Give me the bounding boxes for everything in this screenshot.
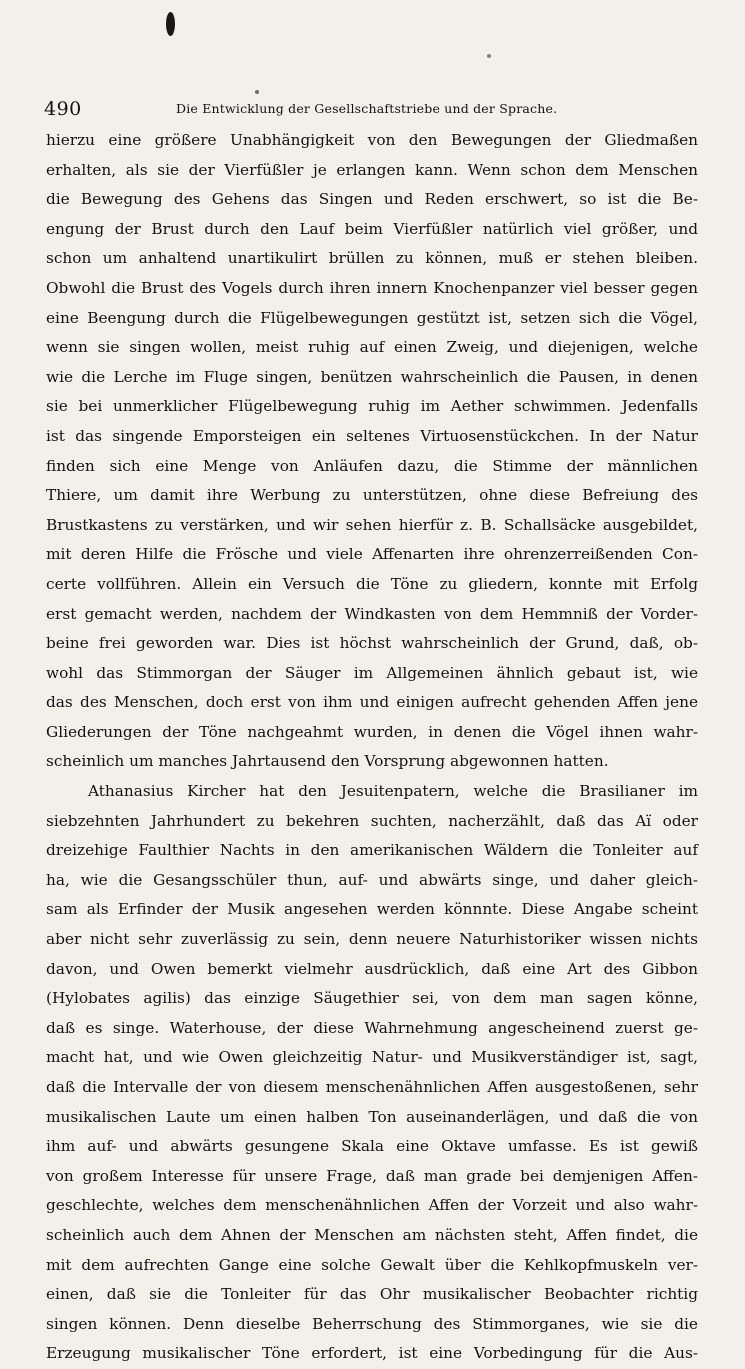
page-number: 490	[44, 98, 82, 120]
text-line: beine frei geworden war. Dies ist höchst wahrscheinlich der Grund, daß, ob-	[46, 634, 698, 653]
text-line: engung der Brust durch den Lauf beim Vierfüßler natürlich viel größer, und	[46, 219, 698, 238]
text-line: das des Menschen, doch erst von ihm und einigen aufrecht gehenden Affen jene	[46, 693, 698, 712]
text-line: erst gemacht werden, nachdem der Windkasten von dem Hemmniß der Vorder-	[46, 604, 698, 623]
text-line: wenn sie singen wollen, meist ruhig auf einen Zweig, und diejenigen, welche	[46, 338, 698, 357]
text-line: eine Beengung durch die Flügelbewegungen gestützt ist, setzen sich die Vögel,	[46, 308, 698, 327]
text-line: daß die Intervalle der von diesem menschenähnlichen Affen ausgestoßenen, sehr	[46, 1078, 698, 1096]
text-line: dreizehige Faulthier Nachts in den amerikanischen Wäldern die Tonleiter auf	[46, 841, 698, 860]
text-line: siebzehnten Jahrhundert zu bekehren suchten, nacherzählt, daß das Aï oder	[46, 811, 698, 830]
text-line: (Hylobates agilis) das einzige Säugethier sei, von dem man sagen könne,	[46, 989, 698, 1008]
text-line: finden sich eine Menge von Anläufen dazu, die Stimme der männlichen	[46, 456, 698, 475]
text-line: davon, und Owen bemerkt vielmehr ausdrücklich, daß eine Art des Gibbon	[46, 959, 698, 978]
text-line: musikalischen Laute um einen halben Ton auseinanderlägen, und daß die von	[46, 1107, 698, 1126]
text-line: ihm auf- und abwärts gesungene Skala eine Oktave umfasse. Es ist gewiß	[46, 1137, 698, 1156]
text-line: Erzeugung musikalischer Töne erfordert, ist eine Vorbedingung für die Aus-	[46, 1344, 698, 1363]
text-line: von großem Interesse für unsere Frage, daß man grade bei demjenigen Affen-	[46, 1166, 698, 1185]
text-line: mit dem aufrechten Gange eine solche Gewalt über die Kehlkopfmuskeln ver-	[46, 1255, 698, 1274]
text-line: mit deren Hilfe die Frösche und viele Affenarten ihre ohrenzerreißenden Con-	[46, 545, 698, 564]
text-line: singen können. Denn dieselbe Beherrschung des Stimmorganes, wie sie die	[46, 1314, 698, 1333]
text-line: erhalten, als sie der Vierfüßler je erlangen kann. Wenn schon dem Menschen	[46, 160, 698, 179]
page-header	[44, 98, 704, 122]
text-line: scheinlich auch dem Ahnen der Menschen am nächsten steht, Affen findet, die	[46, 1225, 698, 1244]
running-head: Die Entwicklung der Gesellschaftstriebe und der Sprache.	[176, 101, 558, 116]
ink-speck	[487, 54, 491, 58]
text-line: geschlechte, welches dem menschenähnlichen Affen der Vorzeit und also wahr-	[46, 1196, 698, 1215]
text-line: macht hat, und wie Owen gleichzeitig Natur- und Musikverständiger ist, sagt,	[46, 1048, 698, 1067]
text-line: wohl das Stimmorgan der Säuger im Allgemeinen ähnlich gebaut ist, wie	[46, 663, 698, 682]
text-line: hierzu eine größere Unabhängigkeit von den Bewegungen der Gliedmaßen	[46, 131, 698, 149]
ink-speck	[255, 90, 259, 94]
text-line: die Bewegung des Gehens das Singen und Reden erschwert, so ist die Be-	[46, 190, 698, 209]
text-line: Thiere, um damit ihre Werbung zu unterstützen, ohne diese Befreiung des	[46, 486, 698, 505]
text-line: schon um anhaltend unartikulirt brüllen zu können, muß er stehen bleiben.	[46, 249, 698, 268]
text-line: certe vollführen. Allein ein Versuch die Töne zu gliedern, konnte mit Erfolg	[46, 574, 698, 593]
text-line: ist das singende Emporsteigen ein seltenes Virtuosenstückchen. In der Natur	[46, 426, 698, 445]
paragraph	[46, 126, 698, 777]
text-line: sie bei unmerklicher Flügelbewegung ruhig im Aether schwimmen. Jedenfalls	[46, 397, 698, 416]
text-line: wie die Lerche im Fluge singen, benützen wahrscheinlich die Pausen, in denen	[46, 367, 698, 386]
text-line: Brustkastens zu verstärken, und wir sehen hierfür z. B. Schallsäcke ausgebildet,	[46, 515, 698, 534]
text-line: aber nicht sehr zuverlässig zu sein, denn neuere Naturhistoriker wissen nichts	[46, 930, 698, 949]
paragraph	[46, 777, 698, 1369]
body-text	[46, 126, 698, 1369]
text-line: daß es singe. Waterhouse, der diese Wahrnehmung angescheinend zuerst ge-	[46, 1018, 698, 1037]
text-line: Athanasius Kircher hat den Jesuitenpatern, welche die Brasilianer im	[88, 782, 698, 801]
text-line: Gliederungen der Töne nachgeahmt wurden, in denen die Vögel ihnen wahr-	[46, 722, 698, 741]
text-line: scheinlich um manches Jahrtausend den Vorsprung abgewonnen hatten.	[46, 752, 609, 771]
text-line: einen, daß sie die Tonleiter für das Ohr musikalischer Beobachter richtig	[46, 1285, 698, 1304]
ink-blot	[166, 12, 175, 36]
text-line: Obwohl die Brust des Vogels durch ihren innern Knochenpanzer viel besser gegen	[46, 278, 698, 297]
text-line: sam als Erfinder der Musik angesehen werden könnnte. Diese Angabe scheint	[46, 900, 698, 919]
text-line: ha, wie die Gesangsschüler thun, auf- und abwärts singe, und daher gleich-	[46, 870, 698, 889]
